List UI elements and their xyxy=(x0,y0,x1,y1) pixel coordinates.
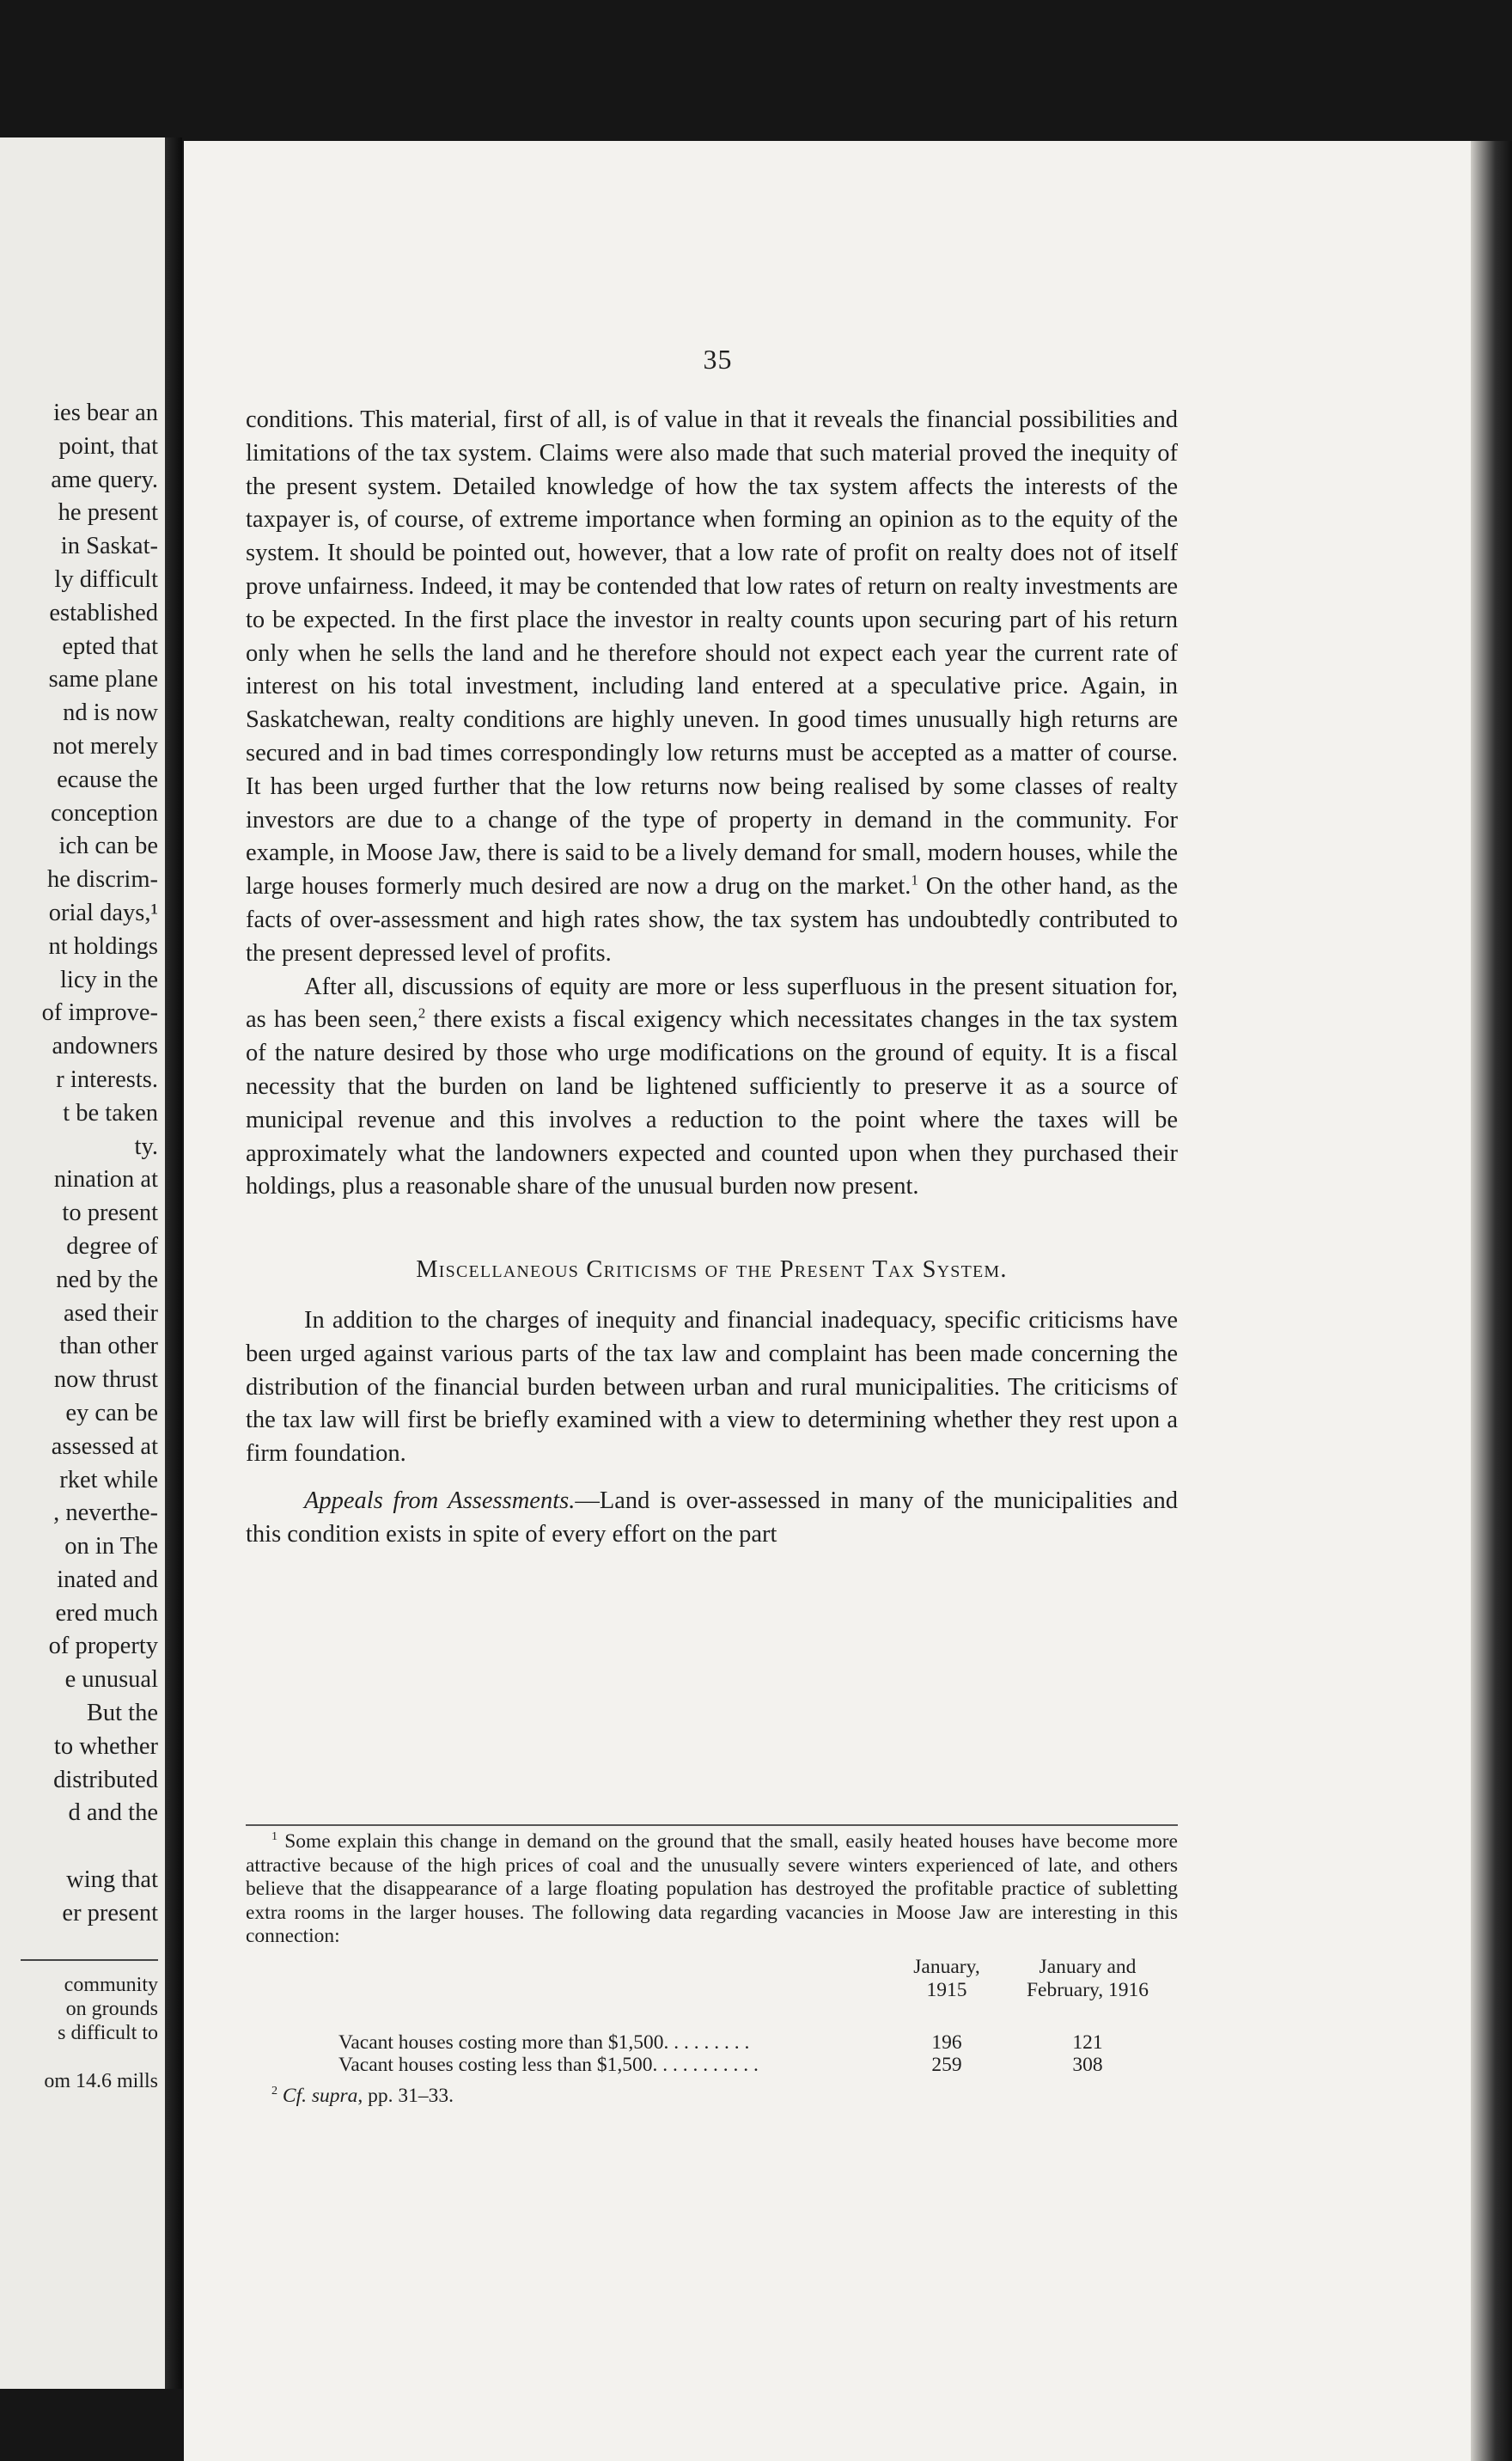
left-page-text xyxy=(0,397,158,1931)
book-gutter xyxy=(165,137,182,2389)
left-page-line: ich can be xyxy=(58,833,158,860)
left-page-line: , neverthe- xyxy=(53,1499,158,1527)
footnote-marker: 2 xyxy=(271,2083,278,2098)
left-page-line: epted that xyxy=(62,632,158,660)
left-note-line xyxy=(0,2045,158,2069)
left-page-line: ned by the xyxy=(56,1266,158,1293)
left-page-line: t be taken xyxy=(63,1099,158,1127)
table-row xyxy=(338,2054,1163,2078)
row-value-1915: 259 xyxy=(931,2053,962,2076)
footnote-marker: 1 xyxy=(271,1829,278,1844)
run-in-heading: Appeals from Assessments. xyxy=(304,1487,576,1514)
left-page-line: wing that xyxy=(66,1866,158,1894)
left-page-line: of property xyxy=(48,1633,158,1660)
left-page-line: to whether xyxy=(53,1732,158,1760)
left-page-line: ame query. xyxy=(51,466,158,493)
left-page-line: now thrust xyxy=(53,1366,158,1394)
left-page-line: licy in the xyxy=(60,966,158,993)
footnote-ref[interactable]: 2 xyxy=(418,1005,426,1022)
left-page-line: nt holdings xyxy=(48,932,158,960)
paragraph xyxy=(246,971,1178,1205)
paragraph xyxy=(246,404,1178,971)
footnote-2 xyxy=(246,2085,1178,2109)
left-page-line: inated and xyxy=(57,1566,158,1593)
section-heading: Miscellaneous Criticisms of the Present Tax System. xyxy=(416,1256,1008,1284)
left-note-line: on grounds xyxy=(65,1998,158,2020)
paragraph-text: conditions. This material, first of all, is of value in that it reveals the financial possibilities and limitations of the tax system. Claims were also made that such material proved the inequity of the present system. Detailed knowledge of how the tax system affects the interests of the taxpayer is, of course, of extreme importance when forming an opinion as to the equity of the system. It should be pointed out, however, that a low rate of profit on realty does not of itself prove unfairness. Indeed, it may be contended that low rates of return on realty investments are to be expected. In the first place the investor in realty counts upon securing part of his return only when he sells the land and he therefore should not expect each year the current rate of interest on his total investment, including land entered at a speculative price. Again, in Saskatchewan, realty conditions are highly uneven. In good times unusually high returns are secured and in bad times correspondingly low returns must be accepted as a matter of course. It has been urged further that the low returns now being realised by some classes of realty investors are due to a change of the type of property in demand in the community. For example, in Moose Jaw, there is said to be a lively demand for small, modern houses, while the large houses formerly much desired are now a drug on the market. xyxy=(246,406,1179,901)
left-note-line: community xyxy=(64,1974,158,1996)
left-page-line: andowners xyxy=(52,1033,158,1060)
table-header-1916: January and February, 1916 xyxy=(1026,1955,1149,2001)
footnote-rule xyxy=(246,1824,1178,1826)
left-page-line: he discrim- xyxy=(46,866,158,894)
left-page-line: established xyxy=(49,599,158,626)
citation: Cf. supra xyxy=(282,2084,358,2107)
row-value-1915: 196 xyxy=(931,2030,962,2054)
row-value-1916: 121 xyxy=(1072,2030,1103,2054)
page-number: 35 xyxy=(703,344,733,375)
left-page-line: conception xyxy=(50,799,158,827)
left-page-line: degree of xyxy=(66,1232,158,1260)
left-page-line: of improve- xyxy=(41,999,158,1027)
footnote-text: Some explain this change in demand on the ground that the small, easily heated houses have become more attractive because of the high prices of coal and the unusually severe winters experienced of late, and others believe that the disappearance of a large floating population has destroyed the profitable practice of subletting extra rooms in the larger houses. The following data regarding vacancies in Moose Jaw are interesting in this connection: xyxy=(246,1830,1178,1947)
left-page-line: ased their xyxy=(64,1299,158,1327)
left-page-line: ty. xyxy=(134,1133,158,1160)
left-page-line: he present xyxy=(58,499,158,527)
paragraph-text: On the other hand, as the facts of over-assessment and high rates show, the tax system has undoubtedly contributed to the present depressed level of profits. xyxy=(246,873,1178,967)
left-footnote-rule xyxy=(21,1959,158,1961)
left-page-line: distributed xyxy=(53,1766,158,1793)
paragraph xyxy=(246,1485,1178,1552)
left-page-line: than other xyxy=(59,1333,158,1360)
paragraph-text: there exists a fiscal exigency which necessitates changes in the tax system of the nature desired by those who urge modifications on the ground of equity. It is a fiscal necessity that the burden on land be lightened sufficiently to preserve it as a source of municipal revenue and this involves a reduction to the point where the taxes will be approximately what the landowners expected and counted upon when they purchased their holdings, plus a reasonable share of the unusual burden now present. xyxy=(246,1006,1178,1200)
left-note-line: om 14.6 mills xyxy=(44,2070,158,2092)
left-page-line: ered much xyxy=(55,1599,158,1627)
footnote-ref[interactable]: 1 xyxy=(911,871,918,889)
left-page-line: e unusual xyxy=(64,1666,158,1694)
left-page-line: er present xyxy=(62,1899,158,1927)
left-page-line: ly difficult xyxy=(54,565,158,593)
paragraph-text: —Land is over-assessed in many of the municipalities and this condition exists in spite of every effort on the part xyxy=(246,1487,1178,1548)
table-header-1915: January, 1915 xyxy=(913,1955,980,2001)
left-page-line: on in The xyxy=(64,1533,158,1560)
body-text xyxy=(246,404,1178,1552)
left-note-line: s difficult to xyxy=(58,2022,158,2044)
left-page-notes xyxy=(0,1945,158,2093)
table-row xyxy=(338,2031,1163,2055)
left-page xyxy=(0,137,165,2389)
footnotes xyxy=(246,1830,1178,2108)
paragraph: In addition to the charges of inequity and financial inadequacy, specific criticisms have been urged against various parts of the tax law and complaint has been made concerning the distribution of the financial burden between urban and rural municipalities. The criticisms of the tax law will first be briefly examined with a view to determining whether they rest upon a firm foundation. xyxy=(246,1306,1178,1468)
vacancy-table xyxy=(246,1956,1178,2085)
left-page-line: rket while xyxy=(59,1466,158,1493)
left-page-line xyxy=(0,1830,158,1864)
left-page-line: to present xyxy=(62,1200,158,1227)
left-page-line: But the xyxy=(86,1700,158,1727)
left-page-line: ey can be xyxy=(65,1399,158,1426)
footnote-1 xyxy=(246,1830,1178,1949)
left-page-line: not merely xyxy=(52,732,158,760)
left-page-line: ecause the xyxy=(57,766,158,793)
row-label: Vacant houses costing more than $1,500. . . . . . . . . xyxy=(338,2030,750,2054)
footnote-text: , pp. 31–33. xyxy=(357,2084,454,2107)
left-page-line: nd is now xyxy=(63,699,158,727)
left-page-line: d and the xyxy=(68,1799,158,1827)
paragraph-text: After all, discussions of equity are more or less superfluous in the present situation for, as has been seen, xyxy=(246,973,1178,1034)
left-page-line: orial days,¹ xyxy=(48,899,158,926)
left-page-line: r interests. xyxy=(56,1066,158,1093)
left-page-line: same plane xyxy=(48,666,158,693)
left-page-line: assessed at xyxy=(51,1432,158,1460)
left-page-line: point, that xyxy=(58,432,158,460)
left-page-line: nination at xyxy=(53,1166,158,1194)
left-page-line: in Saskat- xyxy=(60,533,158,560)
page-edge xyxy=(1471,141,1512,2461)
row-value-1916: 308 xyxy=(1072,2053,1103,2076)
left-page-line: ies bear an xyxy=(53,400,158,426)
row-label: Vacant houses costing less than $1,500. . . . . . . . . . . xyxy=(338,2053,759,2076)
